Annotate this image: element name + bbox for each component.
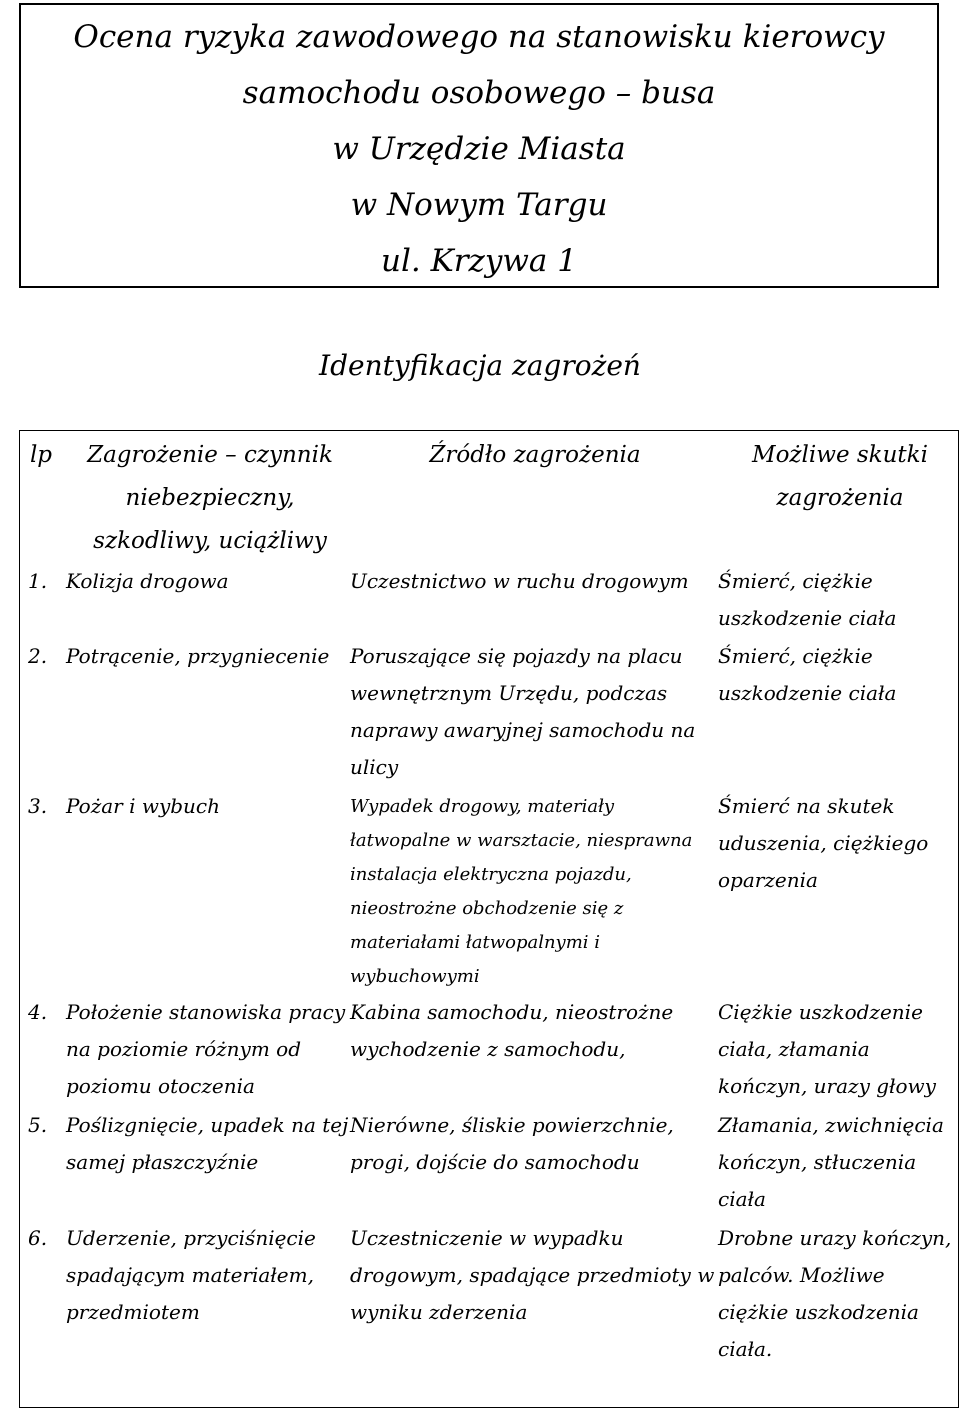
row-4-source <box>350 994 720 1068</box>
row-2-effects <box>718 638 958 712</box>
section-title: Identyfikacja zagrożeń <box>319 349 641 382</box>
row-2-hazard <box>66 638 351 675</box>
row-5-effects-line: ciała <box>718 1187 766 1211</box>
row-3-source-line: materiałami łatwopalnymi i <box>350 932 601 953</box>
row-2-source <box>350 638 720 786</box>
row-4-effects-line: Ciężkie uszkodzenie <box>718 1000 923 1024</box>
row-6-source-line: Uczestniczenie w wypadku <box>350 1226 624 1250</box>
row-5-effects-line: Złamania, zwichnięcia <box>718 1113 944 1137</box>
row-6-hazard-line: Uderzenie, przyciśnięcie <box>66 1226 316 1250</box>
row-4-lp: 4. <box>28 1000 48 1024</box>
row-5-lp: 5. <box>28 1113 48 1137</box>
row-3-hazard-line: Pożar i wybuch <box>66 794 221 818</box>
row-4-hazard-line: poziomu otoczenia <box>66 1074 255 1098</box>
row-4-source-line: wychodzenie z samochodu, <box>350 1037 626 1061</box>
row-1-hazard <box>66 563 351 600</box>
row-5-hazard-line: samej płaszczyźnie <box>66 1150 259 1174</box>
row-1-hazard-line: Kolizja drogowa <box>66 569 229 593</box>
row-2-source-line: ulicy <box>350 755 399 779</box>
row-3-source-line: nieostrożne obchodzenie się z <box>350 898 624 919</box>
row-2-hazard-line: Potrącenie, przygniecenie <box>66 644 330 668</box>
row-3-source-line: łatwopalne w warsztacie, niesprawna <box>350 830 693 851</box>
row-1-source-line: Uczestnictwo w ruchu drogowym <box>350 569 689 593</box>
row-5-effects-line: kończyn, stłuczenia <box>718 1150 917 1174</box>
header-source: Źródło zagrożenia <box>429 442 641 468</box>
row-4-hazard <box>66 994 356 1105</box>
title-line-3: w Urzędzie Miasta <box>332 131 626 167</box>
row-3-hazard <box>66 788 351 825</box>
row-1-lp: 1. <box>28 569 48 593</box>
row-4-effects-line: kończyn, urazy głowy <box>718 1074 936 1098</box>
row-3-source-line: wybuchowymi <box>350 966 480 987</box>
document-title-box <box>19 3 939 288</box>
row-5-source <box>350 1107 720 1181</box>
row-3-source <box>350 790 720 994</box>
row-5-hazard-line: Poślizgnięcie, upadek na tej <box>66 1113 349 1137</box>
row-3-source-line: Wypadek drogowy, materiały <box>350 796 615 817</box>
row-2-source-line: naprawy awaryjnej samochodu na <box>350 718 696 742</box>
row-3-effects <box>718 788 958 899</box>
row-5-effects <box>718 1107 958 1218</box>
row-3-source-line: instalacja elektryczna pojazdu, <box>350 864 632 885</box>
header-lp: lp <box>29 442 53 468</box>
row-4-effects-line: ciała, złamania <box>718 1037 870 1061</box>
row-2-source-line: Poruszające się pojazdy na placu <box>350 644 683 668</box>
row-6-effects <box>718 1220 958 1368</box>
row-6-effects-line: ciała. <box>718 1337 773 1361</box>
row-2-effects-line: Śmierć, ciężkie <box>718 644 873 668</box>
row-4-hazard-line: na poziomie różnym od <box>66 1037 302 1061</box>
row-6-source-line: drogowym, spadające przedmioty w <box>350 1263 715 1287</box>
row-3-effects-line: uduszenia, ciężkiego <box>718 831 929 855</box>
header-hazard <box>65 434 355 563</box>
row-3-effects-line: oparzenia <box>718 868 818 892</box>
row-2-source-line: wewnętrznym Urzędu, podczas <box>350 681 668 705</box>
header-effects <box>720 434 960 520</box>
header-effects-line: Możliwe skutki <box>752 442 928 468</box>
row-6-hazard <box>66 1220 351 1331</box>
row-5-hazard <box>66 1107 356 1181</box>
row-2-lp: 2. <box>28 644 48 668</box>
hazard-table <box>19 430 959 1408</box>
header-hazard-line: szkodliwy, uciążliwy <box>93 528 327 554</box>
row-4-source-line: Kabina samochodu, nieostrożne <box>350 1000 674 1024</box>
row-6-source-line: wyniku zderzenia <box>350 1300 528 1324</box>
row-1-effects <box>718 563 958 637</box>
row-1-effects-line: uszkodzenie ciała <box>718 606 897 630</box>
row-1-effects-line: Śmierć, ciężkie <box>718 569 873 593</box>
title-line-4: w Nowym Targu <box>350 187 608 223</box>
row-6-lp: 6. <box>28 1226 48 1250</box>
row-6-hazard-line: przedmiotem <box>66 1300 200 1324</box>
header-hazard-line: Zagrożenie – czynnik <box>87 442 333 468</box>
row-3-lp: 3. <box>28 794 48 818</box>
row-3-effects-line: Śmierć na skutek <box>718 794 895 818</box>
row-1-source <box>350 563 720 600</box>
row-6-source <box>350 1220 725 1331</box>
row-6-effects-line: Drobne urazy kończyn, <box>718 1226 952 1250</box>
title-line-1: Ocena ryzyka zawodowego na stanowisku kierowcy <box>73 19 885 55</box>
row-6-effects-line: ciężkie uszkodzenia <box>718 1300 919 1324</box>
header-effects-line: zagrożenia <box>776 485 904 511</box>
row-5-source-line: progi, dojście do samochodu <box>350 1150 640 1174</box>
row-6-effects-line: palców. Możliwe <box>718 1263 885 1287</box>
header-hazard-line: niebezpieczny, <box>125 485 295 511</box>
title-line-5: ul. Krzywa 1 <box>380 243 577 279</box>
row-5-source-line: Nierówne, śliskie powierzchnie, <box>350 1113 674 1137</box>
title-line-2: samochodu osobowego – busa <box>242 75 716 111</box>
row-4-effects <box>718 994 958 1105</box>
row-2-effects-line: uszkodzenie ciała <box>718 681 897 705</box>
row-4-hazard-line: Położenie stanowiska pracy <box>66 1000 346 1024</box>
row-6-hazard-line: spadającym materiałem, <box>66 1263 314 1287</box>
